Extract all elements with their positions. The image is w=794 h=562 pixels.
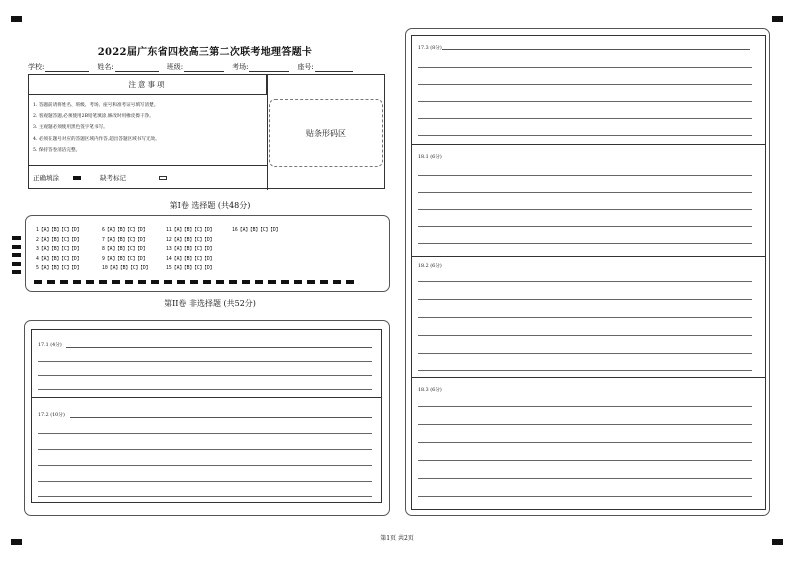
answer-area-17-left — [24, 320, 390, 516]
choice-row[interactable]: 8【A】【B】【C】【D】 — [102, 247, 148, 253]
writing-line[interactable] — [418, 478, 752, 479]
info-school[interactable]: 学校: — [28, 62, 89, 72]
writing-line[interactable] — [418, 370, 752, 371]
side-timing-marks — [12, 236, 21, 279]
barcode-area: 贴条形码区 — [269, 99, 383, 167]
writing-line[interactable] — [418, 406, 752, 407]
choice-row[interactable]: 11【A】【B】【C】【D】 — [166, 228, 215, 233]
choice-answer-box — [25, 215, 390, 292]
question-18-1-label: 18.1 (6分) — [418, 155, 442, 160]
section2-title: 第II卷 非选择题 (共52分) — [164, 299, 256, 308]
writing-line[interactable] — [38, 389, 372, 390]
notice-item: 1. 答题前请将姓名、班级、考场、座号和准考证号填写清楚。 — [33, 103, 159, 108]
corner-mark-top-right — [772, 16, 783, 22]
writing-line[interactable] — [418, 118, 752, 119]
choice-row[interactable]: 9【A】【B】【C】【D】 — [102, 256, 148, 262]
section1-title: 第I卷 选择题 (共48分) — [169, 201, 251, 210]
writing-line[interactable] — [38, 465, 372, 466]
writing-line[interactable] — [418, 209, 752, 210]
writing-line[interactable] — [418, 299, 752, 300]
choice-row[interactable]: 13【A】【B】【C】【D】 — [166, 247, 215, 253]
page-footer: 第1页 共2页 — [380, 535, 414, 542]
choice-group-4 — [232, 226, 281, 236]
info-seat[interactable]: 座号: — [297, 62, 352, 72]
correct-fill-label: 正确填涂 — [33, 174, 59, 182]
writing-line[interactable] — [38, 496, 372, 497]
notice-list — [33, 100, 263, 156]
choice-row[interactable]: 2【A】【B】【C】【D】 — [36, 237, 82, 243]
filled-sample-icon — [73, 176, 81, 180]
writing-line[interactable] — [418, 353, 752, 354]
choice-row[interactable]: 10【A】【B】【C】【D】 — [102, 266, 151, 272]
writing-line[interactable] — [418, 335, 752, 336]
info-name[interactable]: 姓名: — [97, 62, 158, 72]
choice-row[interactable]: 15【A】【B】【C】【D】 — [166, 266, 215, 272]
writing-line[interactable] — [418, 84, 752, 85]
absent-mark-label: 缺考标记 — [100, 174, 126, 182]
choice-row[interactable]: 1【A】【B】【C】【D】 — [36, 228, 82, 233]
info-room[interactable]: 考场: — [232, 62, 289, 72]
student-info-row — [28, 62, 398, 72]
notice-item: 5. 保持答卷清洁完整。 — [33, 147, 81, 153]
writing-line[interactable] — [418, 101, 752, 102]
answer-frame-17 — [31, 329, 382, 503]
page-title: 2022届广东省四校高三第二次联考地理答题卡 — [97, 47, 313, 58]
writing-line[interactable] — [418, 281, 752, 282]
answer-area-right — [405, 28, 770, 516]
writing-line[interactable] — [418, 442, 752, 443]
corner-mark-top-left — [11, 16, 22, 22]
writing-line[interactable] — [418, 317, 752, 318]
writing-line[interactable] — [38, 433, 372, 434]
notice-item: 4. 必须在题号对应的答题区域内作答,超出答题区域书写无效。 — [33, 136, 160, 142]
absent-checkbox[interactable] — [159, 176, 167, 180]
notice-heading: 注意事项 — [29, 75, 267, 95]
timing-dash-row — [34, 280, 384, 285]
choice-group-3 — [166, 226, 215, 274]
writing-line[interactable] — [418, 67, 752, 68]
writing-line[interactable] — [418, 175, 752, 176]
writing-line[interactable] — [38, 449, 372, 450]
question-18-2-label: 18.2 (6分) — [418, 264, 442, 269]
choice-row[interactable]: 7【A】【B】【C】【D】 — [102, 237, 148, 243]
choice-row[interactable]: 5【A】【B】【C】【D】 — [36, 266, 82, 272]
notice-item: 3. 主观题必须使用黑色签字笔书写。 — [33, 125, 108, 131]
answer-frame-right — [411, 35, 766, 510]
choice-row[interactable]: 16【A】【B】【C】【D】 — [232, 228, 281, 233]
writing-line[interactable] — [418, 135, 752, 136]
fill-legend — [33, 173, 167, 182]
writing-line[interactable] — [418, 192, 752, 193]
choice-row[interactable]: 3【A】【B】【C】【D】 — [36, 247, 82, 253]
notice-item: 2. 客观题答题,必须使用2B铅笔填涂,修改时用橡皮擦干净。 — [33, 114, 154, 120]
choice-row[interactable]: 4【A】【B】【C】【D】 — [36, 256, 82, 262]
choice-group-2 — [102, 226, 151, 274]
writing-line[interactable] — [418, 496, 752, 497]
writing-line[interactable] — [38, 361, 372, 362]
question-17-1-label: 17.1 (4分) — [38, 343, 62, 348]
writing-line[interactable] — [418, 226, 752, 227]
writing-line[interactable] — [418, 460, 752, 461]
writing-line[interactable] — [38, 481, 372, 482]
question-17-2-label: 17.2 (10分) — [38, 413, 65, 418]
choice-row[interactable]: 14【A】【B】【C】【D】 — [166, 256, 215, 262]
writing-line[interactable] — [38, 375, 372, 376]
choice-row[interactable]: 12【A】【B】【C】【D】 — [166, 237, 215, 243]
choice-row[interactable]: 6【A】【B】【C】【D】 — [102, 228, 148, 233]
choice-group-1 — [36, 226, 82, 274]
question-18-3-label: 18.3 (6分) — [418, 388, 442, 393]
info-class[interactable]: 班级: — [167, 62, 224, 72]
question-17-3-label: 17.3 (8分) — [418, 46, 442, 51]
writing-line[interactable] — [418, 243, 752, 244]
writing-line[interactable] — [418, 424, 752, 425]
